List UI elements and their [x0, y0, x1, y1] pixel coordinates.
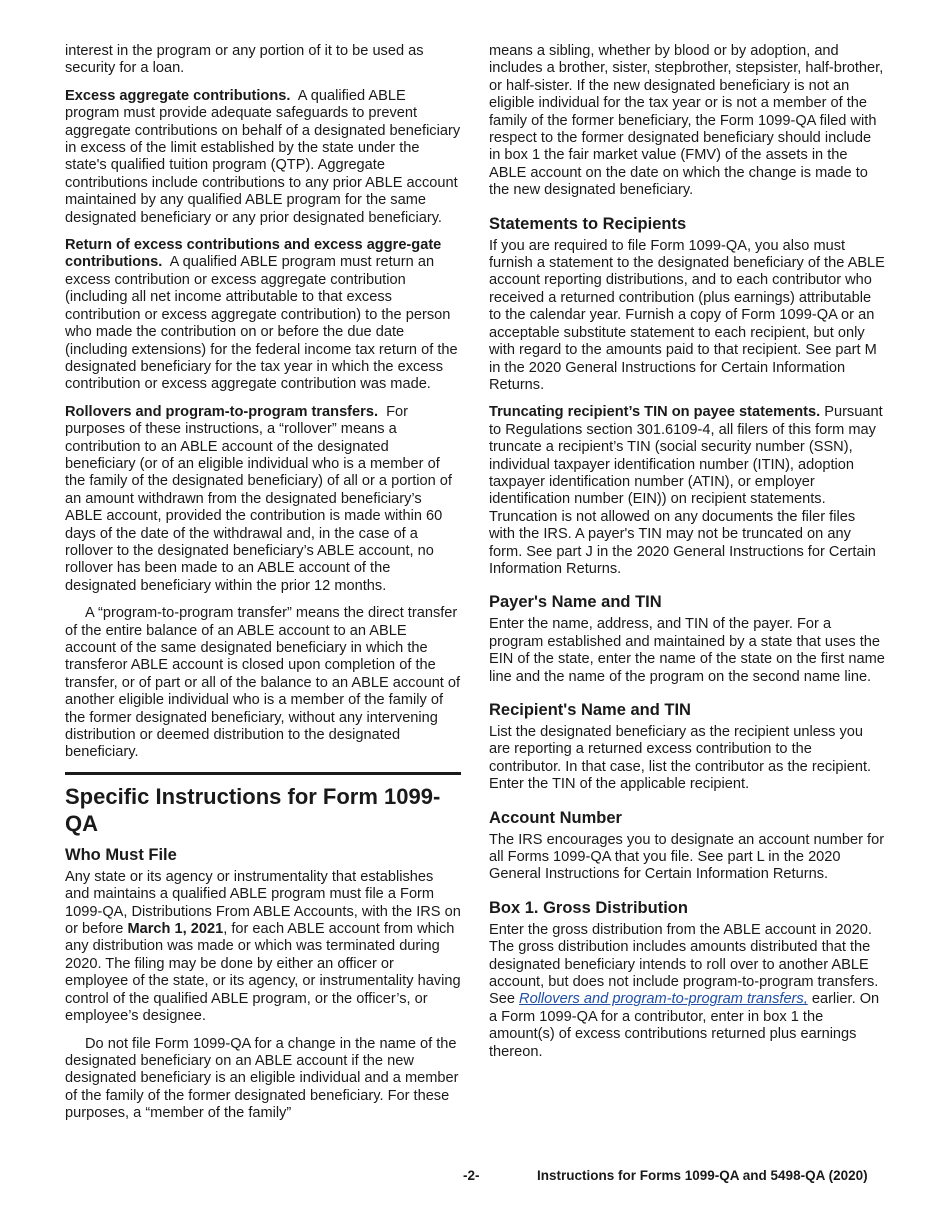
paragraph-return-excess — [65, 237, 461, 394]
paragraph-statements: If you are required to file Form 1099-QA, you also must furnish a statement to the designated beneficiary of the ABLE account reporting distributions, and to each contributor who received a returned contribution (plus earnings) attributable to the calendar year. Furnish a copy of Form 1099-QA or an acceptable substitute statement to each recipient, but only with regard to the amounts paid to that recipient. See part M in the 2020 General Instructions for Certain Information Returns. — [489, 237, 885, 393]
paragraph-do-not-file: Do not file Form 1099-QA for a change in the name of the designated beneficiary on an ABLE account if the new designated beneficiary is an eligible individual and a member of the family of the former designated beneficiary. For these purposes, a “member of the family” — [65, 1035, 459, 1122]
paragraph-excess-aggregate — [65, 88, 461, 227]
page-number: -2- — [463, 1168, 480, 1183]
rollovers-text: For purposes of these instructions, a “rollover” means a contribution to an ABLE account of the designated beneficiary (or of an eligible individual who is a member of the family of the designated beneficiary) of all or a portion of an amount withdrawn from the designated beneficiary’s ABLE account, provided the contribution is made within 60 days of the date of the withdrawal and, in the case of a rollover to the designated beneficiary’s ABLE account, no rollover has been made to an ABLE account of the designated beneficiary within the prior 12 months. — [65, 403, 452, 594]
heading-recipient-name-tin: Recipient's Name and TIN — [489, 701, 691, 719]
truncating-text: Pursuant to Regulations section 301.6109-4, all filers of this form may truncate a recipient’s TIN (social security number (SSN), individual taxpayer identification number (ITIN), adoption taxpayer identification number (ATIN), or employer identification number (EIN)) on recipient statements. Truncation is not allowed on any documents the filer files with the IRS. A payer's TIN may not be truncated on any form. See part J in the 2020 General Instructions for Certain Information Returns. — [489, 404, 883, 577]
paragraph-member-of-family: means a sibling, whether by blood or by adoption, and includes a brother, sister, stepbrother, stepsister, half-brother, or half-sister. If the new designated beneficiary is not an eligible individual for the tax year or is not a member of the family of the former beneficiary, the Form 1099-QA filed with respect to the former designated beneficiary should include in box 1 the fair market value (FMV) of the assets in the ABLE account on the date on which the change is made to the new designated beneficiary. — [489, 43, 884, 199]
paragraph-recipient: List the designated beneficiary as the recipient unless you are reporting a returned excess contribution to the contributor. In that case, list the contributor as the recipient. Enter the TIN of the applicable recipient. — [489, 724, 872, 793]
paragraph-loan-security: interest in the program or any portion of it to be used as security for a loan. — [65, 43, 424, 77]
box1-text-2: earlier. On a Form 1099-QA for a contributor, enter in box 1 the amount(s) of excess contributions returned plus earnings thereon. — [489, 991, 880, 1060]
who-must-file-text-2: , for each ABLE account from which any distribution was made or which was terminated during 2020. The filing may be done by either an officer or employee of the state, or its agency, or instrumentality having control of the qualified ABLE program, or the officer’s, or employee’s designee. — [65, 921, 461, 1025]
heading-statements-to-recipients: Statements to Recipients — [489, 214, 687, 233]
heading-payer-name-tin: Payer's Name and TIN — [489, 593, 662, 612]
excess-aggregate-text: A qualified ABLE program must provide adequate safeguards to prevent aggregate contributions on behalf of a designated beneficiary in excess of the limit established by the state under the state's qualified tuition program (QTP). Aggregate contributions include contributions to any prior ABLE account maintained by any qualified ABLE program for the same designated beneficiary or any prior designated beneficiary. — [65, 87, 461, 226]
paragraph-rollovers — [65, 404, 461, 595]
left-column — [65, 43, 461, 1133]
paragraph-box1 — [489, 922, 885, 1061]
return-excess-text: A qualified ABLE program must return an excess contribution or excess aggregate contribution (including all net income attributable to that excess contribution or excess aggregate contribution) to the person who made the contribution on or before the due date (including extensions) for the federal income tax return of the designated beneficiary for the tax year in which the excess contribution or excess aggregate contribution was made. — [65, 254, 458, 393]
run-in-heading-return-excess: Return of excess contributions and excess aggre-gate contributions. — [65, 237, 442, 271]
heading-who-must-file: Who Must File — [65, 845, 177, 864]
heading-account-number: Account Number — [489, 808, 622, 827]
rollovers-cross-reference-link[interactable]: Rollovers and program-to-program transfers, — [519, 991, 808, 1008]
run-in-heading-truncating: Truncating recipient’s TIN on payee statements. — [489, 404, 821, 421]
filing-deadline: March 1, 2021 — [127, 921, 224, 938]
paragraph-payer: Enter the name, address, and TIN of the payer. For a program established and maintained by a state that uses the EIN of the state, enter the name of the state on the first name line and the name of the program on the second name line. — [489, 616, 885, 685]
footer-title: Instructions for Forms 1099-QA and 5498-QA (2020) — [537, 1168, 868, 1183]
box1-text-1: Enter the gross distribution from the ABLE account in 2020. The gross distribution includes amounts distributed that the designated beneficiary intends to roll over to another ABLE account, but does not include program-to-program transfers. See — [489, 921, 879, 1008]
section-title: Specific Instructions for Form 1099-QA — [65, 783, 441, 836]
run-in-heading-excess-aggregate: Excess aggregate contributions. — [65, 87, 291, 104]
heading-box1-gross-distribution: Box 1. Gross Distribution — [489, 898, 688, 917]
paragraph-program-transfer: A “program-to-program transfer” means the direct transfer of the entire balance of an ABLE account to an ABLE account of the same designated beneficiary in which the transferor ABLE account is closed upon completion of the transfer, or of part or all of the balance to an ABLE account of another eligible individual who is a member of the family of the former designated beneficiary, without any intervening distribution or deemed distribution to the designated beneficiary. — [65, 605, 461, 761]
section-divider — [65, 772, 461, 775]
right-column — [489, 43, 885, 1071]
paragraph-account-number: The IRS encourages you to designate an account number for all Forms 1099-QA that you file. See part L in the 2020 General Instructions for Certain Information Returns. — [489, 831, 885, 883]
paragraph-who-must-file — [65, 869, 461, 1026]
run-in-heading-rollovers: Rollovers and program-to-program transfers. — [65, 403, 379, 420]
who-must-file-text-1: Any state or its agency or instrumentality that establishes and maintains a qualified ABLE program must file a Form 1099-QA, Distributions From ABLE Accounts, with the IRS on or before — [65, 868, 461, 938]
paragraph-truncating — [489, 404, 885, 578]
